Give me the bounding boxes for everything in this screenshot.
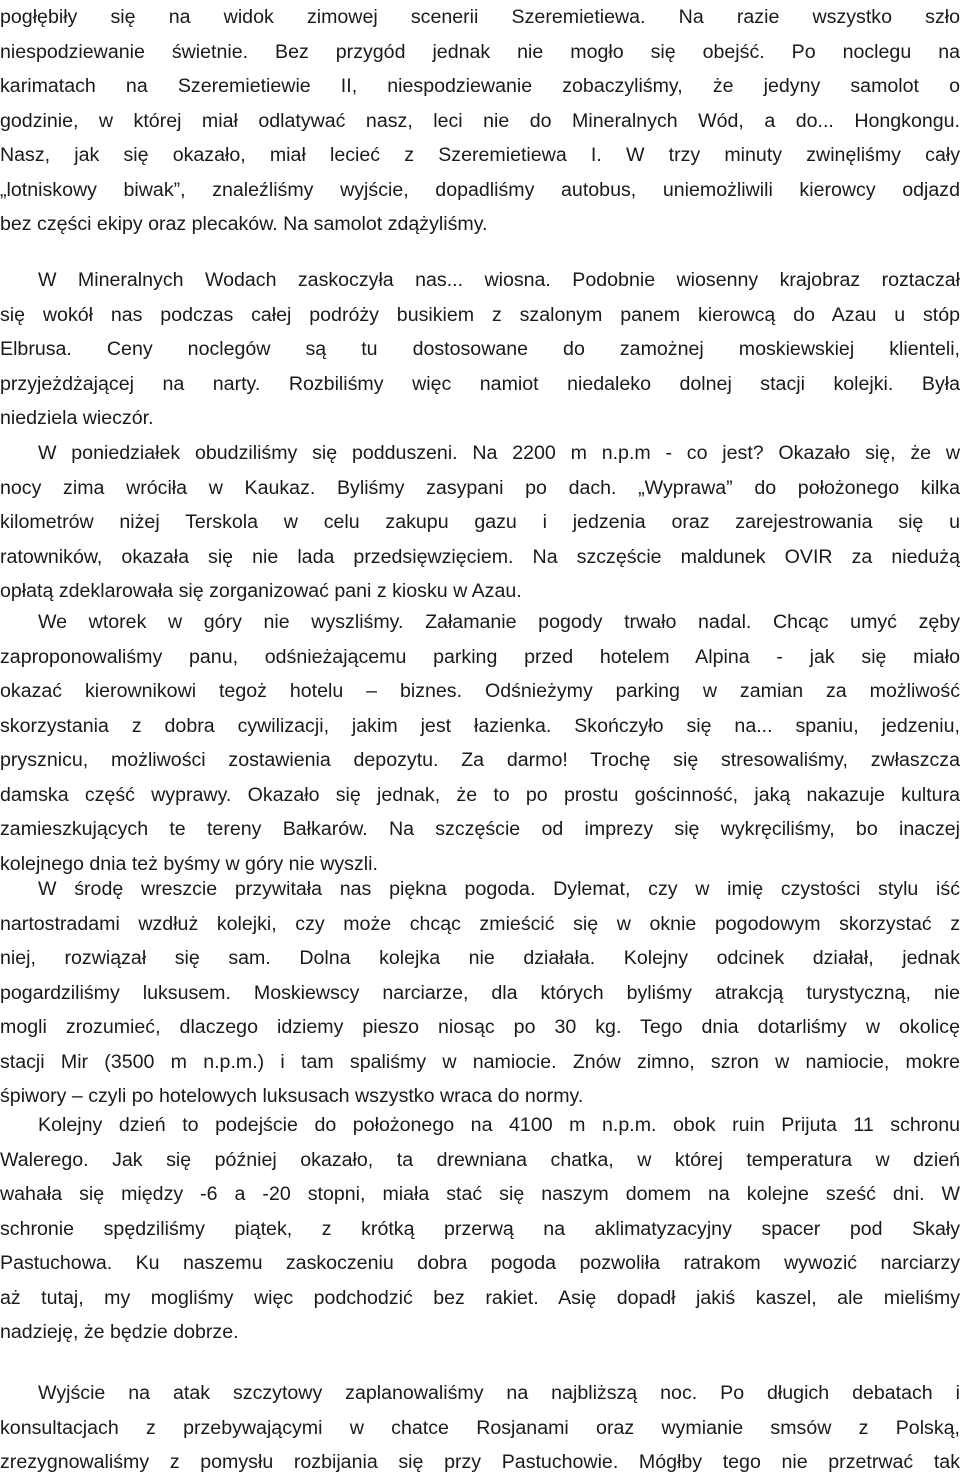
text-line: We wtorek w góry nie wyszliśmy. Załamanie pogody trwało nadal. Chcąc umyć zęby bbox=[38, 611, 960, 633]
text-line: Walerego. Jak się później okazało, ta drewniana chatka, w której temperatura w dzień bbox=[0, 1148, 960, 1171]
text-line: mogli zrozumieć, dlaczego idziemy pieszo niosąc po 30 kg. Tego dnia dotarliśmy w okolicę bbox=[0, 1016, 960, 1038]
text-line: zaproponowaliśmy panu, odśnieżającemu parking przed hotelem Alpina - jak się miało bbox=[0, 645, 960, 668]
text-line: prysznicu, możliwości zostawienia depozytu. Za darmo! Trochę się stresowaliśmy, zwłaszcza bbox=[0, 749, 960, 771]
text-line: ratowników, okazała się nie lada przedsięwzięciem. Na szczęście maldunek OVIR za niedużą bbox=[0, 545, 960, 568]
text-line: bez części ekipy oraz plecaków. Na samolot zdążyliśmy. bbox=[0, 213, 488, 235]
text-line: pogłębiły się na widok zimowej scenerii Szeremietiewa. Na razie wszystko szło bbox=[0, 6, 960, 28]
text-line: przyjeżdżającej na narty. Rozbiliśmy więc namiot niedaleko dolnej stacji kolejki. Była bbox=[0, 372, 960, 395]
text-line: nartostradami wzdłuż kolejki, czy może chcąc zmieścić się w oknie pogodowym skorzystać z bbox=[0, 912, 960, 935]
text-line: konsultacjach z przebywającymi w chatce Rosjanami oraz wymianie smsów z Polską, bbox=[0, 1416, 960, 1439]
text-line: nadzieję, że będzie dobrze. bbox=[0, 1321, 239, 1343]
text-line: W środę wreszcie przywitała nas piękna pogoda. Dylemat, czy w imię czystości stylu iść bbox=[38, 878, 960, 900]
text-line: stacji Mir (3500 m n.p.m.) i tam spaliśmy w namiocie. Znów zimno, szron w namiocie, mokre bbox=[0, 1050, 960, 1073]
paragraph-7 bbox=[0, 1376, 960, 1480]
text-line: kolejnego dnia też byśmy w góry nie wyszli. bbox=[0, 852, 378, 875]
text-line: karimatach na Szeremietiewie II, niespodziewanie zobaczyliśmy, że jedyny samolot o bbox=[0, 75, 960, 97]
text-line: niej, rozwiązał się sam. Dolna kolejka nie działała. Kolejny odcinek działał, jednak bbox=[0, 947, 960, 969]
text-line: Kolejny dzień to podejście do położonego na 4100 m n.p.m. obok ruin Prijuta 11 schronu bbox=[38, 1114, 960, 1136]
text-line: godzinie, w której miał odlatywać nasz, leci nie do Mineralnych Wód, a do... Hongkongu. bbox=[0, 109, 960, 132]
paragraph-3 bbox=[0, 436, 960, 609]
text-line: zrezygnowaliśmy z pomysłu rozbijania się przy Pastuchowie. Mógłby tego nie przetrwać tak bbox=[0, 1451, 960, 1473]
text-line: W Mineralnych Wodach zaskoczyła nas... wiosna. Podobnie wiosenny krajobraz roztaczał bbox=[38, 269, 960, 291]
text-line: niespodziewanie świetnie. Bez przygód jednak nie mogło się obejść. Po noclegu na bbox=[0, 40, 960, 63]
text-line: aż tutaj, my mogliśmy więc podchodzić bez rakiet. Asię dopadł jakiś kaszel, ale mieliśmy bbox=[0, 1286, 960, 1309]
text-line: Pastuchowa. Ku naszemu zaskoczeniu dobra pogoda pozwoliła ratrakom wywozić narciarzy bbox=[0, 1252, 960, 1274]
paragraph-6 bbox=[0, 1108, 960, 1350]
paragraph-2 bbox=[0, 263, 960, 436]
text-line: damska część wyprawy. Okazało się jednak, że to po prostu gościnność, jaką nakazuje kultura bbox=[0, 783, 960, 806]
text-line: się wokół nas podczas całej podróży busikiem z szalonym panem kierowcą do Azau u stóp bbox=[0, 303, 960, 326]
text-line: skorzystania z dobra cywilizacji, jakim jest łazienka. Skończyło się na... spaniu, jedzeniu, bbox=[0, 714, 960, 737]
text-line: schronie spędziliśmy piątek, z krótką przerwą na aklimatyzacyjny spacer pod Skały bbox=[0, 1217, 960, 1240]
text-line: „lotniskowy biwak”, znaleźliśmy wyjście, dopadliśmy autobus, uniemożliwili kierowcy odjazd bbox=[0, 178, 960, 201]
text-line: niedziela wieczór. bbox=[0, 407, 154, 429]
paragraph-5 bbox=[0, 872, 960, 1114]
text-line: okazać kierownikowi tegoż hotelu – biznes. Odśnieżymy parking w zamian za możliwość bbox=[0, 680, 960, 702]
text-line: Wyjście na atak szczytowy zaplanowaliśmy na najbliższą noc. Po długich debatach i bbox=[38, 1382, 960, 1404]
text-line: wahała się między -6 a -20 stopni, miała stać się naszym domem na kolejne sześć dni. W bbox=[0, 1183, 960, 1205]
paragraph-1 bbox=[0, 0, 960, 242]
text-line: opłatą zdeklarowała się zorganizować pani z kiosku w Azau. bbox=[0, 580, 522, 602]
text-line: nocy zima wróciła w Kaukaz. Byliśmy zasypani po dach. „Wyprawa” do położonego kilka bbox=[0, 476, 960, 499]
text-line: pogardziliśmy luksusem. Moskiewscy narciarze, dla których byliśmy atrakcją turystyczną, nie bbox=[0, 981, 960, 1004]
text-line: kilometrów niżej Terskola w celu zakupu gazu i jedzenia oraz zarejestrowania się u bbox=[0, 511, 960, 533]
text-line: Elbrusa. Ceny noclegów są tu dostosowane do zamożnej moskiewskiej klienteli, bbox=[0, 338, 960, 360]
text-line: śpiwory – czyli po hotelowych luksusach wszystko wraca do normy. bbox=[0, 1085, 584, 1107]
text-line: Nasz, jak się okazało, miał lecieć z Szeremietiewa I. W trzy minuty zwinęliśmy cały bbox=[0, 144, 960, 166]
text-line: W poniedziałek obudziliśmy się podduszeni. Na 2200 m n.p.m - co jest? Okazało się, że w bbox=[38, 442, 960, 464]
text-line: zamieszkujących te tereny Bałkarów. Na szczęście od imprezy się wykręciliśmy, bo inaczej bbox=[0, 818, 960, 840]
paragraph-4 bbox=[0, 605, 960, 881]
